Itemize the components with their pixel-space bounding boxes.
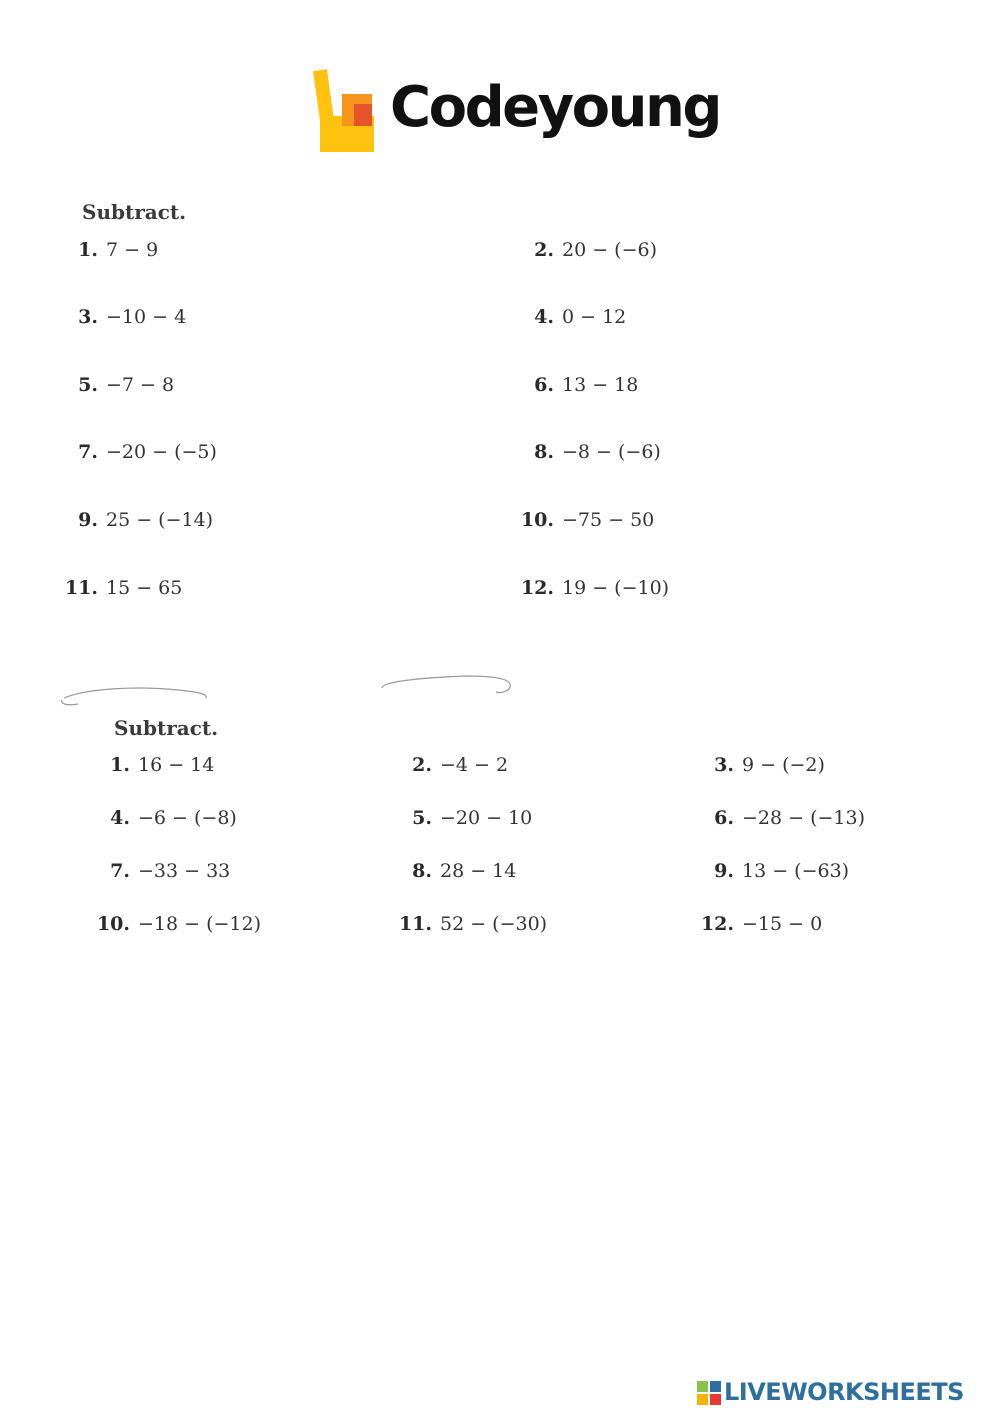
s2-problem-5: [398, 809, 532, 828]
scribble-mark-left-icon: [58, 680, 218, 710]
s2-problem-12: [690, 915, 822, 934]
s1-problem-1: [64, 241, 158, 260]
liveworksheets-text: LIVEWORKSHEETS: [724, 1378, 964, 1406]
s1-problem-6: [520, 376, 638, 395]
problem-number: 9.: [714, 860, 734, 882]
problem-expression: −7 − 8: [106, 374, 175, 396]
problem-expression: 9 − (−2): [742, 754, 825, 776]
problem-number: 3.: [78, 306, 98, 328]
problem-number: 12.: [700, 913, 734, 935]
problem-number: 9.: [78, 509, 98, 531]
s1-problem-11: [64, 579, 182, 598]
problem-number: 8.: [534, 441, 554, 463]
problem-expression: −18 − (−12): [138, 913, 262, 935]
problem-expression: 28 − 14: [440, 860, 517, 882]
problem-expression: −28 − (−13): [742, 807, 866, 829]
s1-problem-8: [520, 443, 661, 462]
s1-problem-3: [64, 308, 186, 327]
problem-number: 5.: [412, 807, 432, 829]
s2-problem-8: [398, 862, 516, 881]
problem-expression: −8 − (−6): [562, 441, 661, 463]
problem-number: 12.: [520, 577, 554, 599]
problem-expression: 20 − (−6): [562, 239, 658, 261]
problem-expression: −20 − 10: [440, 807, 533, 829]
s1-problem-2: [520, 241, 657, 260]
problem-number: 8.: [412, 860, 432, 882]
s1-problem-10: [520, 511, 654, 530]
codeyoung-logo-text: Codeyoung: [390, 75, 720, 140]
problem-number: 11.: [64, 577, 98, 599]
s2-problem-10: [86, 915, 261, 934]
s1-problem-4: [520, 308, 626, 327]
problem-number: 1.: [110, 754, 130, 776]
problem-number: 6.: [714, 807, 734, 829]
problem-expression: −15 − 0: [742, 913, 823, 935]
problem-expression: 0 − 12: [562, 306, 627, 328]
codeyoung-logo-mark-icon: [312, 66, 380, 156]
problem-number: 1.: [78, 239, 98, 261]
problem-expression: −75 − 50: [562, 509, 655, 531]
problem-number: 10.: [520, 509, 554, 531]
problem-expression: −6 − (−8): [138, 807, 237, 829]
s2-problem-1: [96, 756, 214, 775]
problem-expression: 19 − (−10): [562, 577, 670, 599]
problem-number: 4.: [534, 306, 554, 328]
problem-expression: 13 − 18: [562, 374, 639, 396]
problem-expression: 15 − 65: [106, 577, 183, 599]
problem-expression: 25 − (−14): [106, 509, 214, 531]
problem-number: 2.: [412, 754, 432, 776]
problem-number: 4.: [110, 807, 130, 829]
problem-expression: −33 − 33: [138, 860, 231, 882]
s2-problem-3: [700, 756, 825, 775]
s2-problem-6: [700, 809, 865, 828]
s1-problem-7: [64, 443, 217, 462]
problem-number: 3.: [714, 754, 734, 776]
problem-expression: −4 − 2: [440, 754, 509, 776]
s1-problem-9: [64, 511, 213, 530]
problem-expression: −10 − 4: [106, 306, 187, 328]
s1-problem-12: [520, 579, 669, 598]
s2-problem-7: [96, 862, 230, 881]
problem-expression: −20 − (−5): [106, 441, 217, 463]
codeyoung-logo: [312, 66, 720, 166]
liveworksheets-logo-icon: [697, 1381, 721, 1405]
s2-problem-2: [398, 756, 508, 775]
scribble-mark-right-icon: [376, 668, 521, 698]
section2-title: Subtract.: [114, 716, 219, 740]
problem-number: 2.: [534, 239, 554, 261]
problem-number: 7.: [78, 441, 98, 463]
problem-expression: 52 − (−30): [440, 913, 548, 935]
problem-expression: 16 − 14: [138, 754, 215, 776]
problem-expression: 13 − (−63): [742, 860, 850, 882]
problem-number: 10.: [96, 913, 130, 935]
s2-problem-4: [96, 809, 237, 828]
s2-problem-9: [700, 862, 849, 881]
problem-number: 5.: [78, 374, 98, 396]
s1-problem-5: [64, 376, 174, 395]
section1-title: Subtract.: [82, 200, 187, 224]
s2-problem-11: [388, 915, 547, 934]
problem-expression: 7 − 9: [106, 239, 159, 261]
problem-number: 11.: [398, 913, 432, 935]
problem-number: 6.: [534, 374, 554, 396]
problem-number: 7.: [110, 860, 130, 882]
